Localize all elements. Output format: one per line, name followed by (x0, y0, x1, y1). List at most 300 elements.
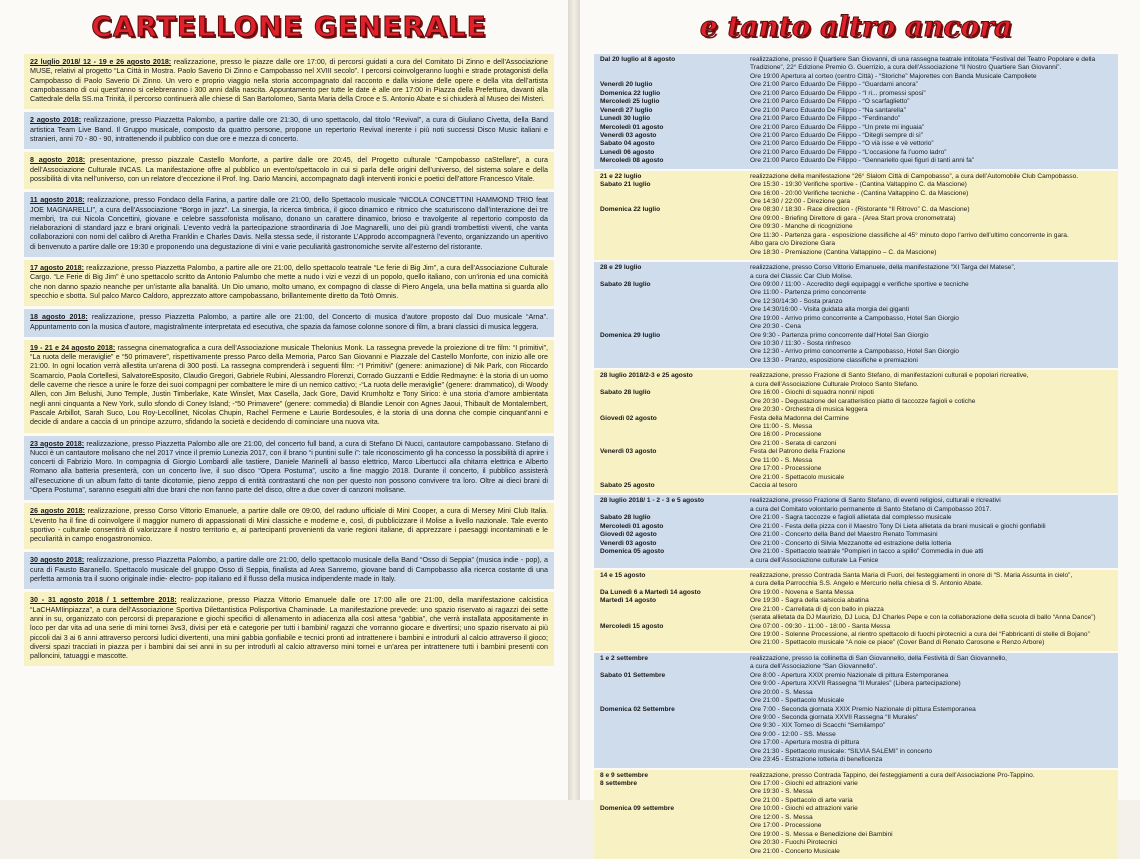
schedule-date (600, 797, 750, 805)
schedule-detail: a cura dell’Associazione “San Giovannello”. (750, 663, 878, 671)
schedule-detail: Ore 21:00 Parco Eduardo De Filippo - “O scarfaglietto” (750, 98, 910, 106)
schedule-date (600, 839, 750, 847)
event-block (24, 152, 554, 189)
schedule-row (600, 572, 1112, 580)
schedule-row (600, 298, 1112, 306)
event-block (24, 192, 554, 257)
schedule-detail: Ore 23:45 - Estrazione lotteria di beneficenza (750, 756, 883, 764)
schedule-date (600, 457, 750, 465)
schedule-row (600, 140, 1112, 148)
schedule-detail: Ore 9:00 - 12:00 - SS. Messe (750, 730, 836, 738)
schedule-detail: Ore 12:00 - S. Messa (750, 813, 813, 821)
schedule-detail: Ore 19:00 - S. Messa e Benedizione dei Bambini (750, 830, 893, 838)
schedule-date (600, 232, 750, 240)
schedule-date (600, 440, 750, 448)
schedule-date (600, 680, 750, 688)
schedule-date: Mercoledì 01 agosto (600, 522, 664, 530)
event-description: realizzazione, presso Corso Vittorio Emanuele, a partire dalle ore 09:00, del raduno ufficiale di Mini Cooper, a cura di Mersey Mini Club Italia. L’evento ha il fine di coinvolgere il maggior numero di appassionati di Mini classiche e moderne e, così, di pubblicizzare il Molise a livello nazionale. Tale evento sportivo - culturale consentirà di valorizzare il nostro territorio e, ai partecipanti provenienti da varie regioni italiane, di apprezzare i paesaggi incontaminati e le peculiarità in campo enogastronomico. (30, 507, 548, 544)
schedule-detail: Festa del Patrono della Frazione (750, 448, 846, 456)
schedule-date (600, 73, 750, 81)
schedule-date (600, 190, 750, 198)
schedule-row (600, 514, 1112, 522)
event-description: realizzazione, presso Piazzetta Palombo, a partire alle ore 21:00, del Concerto di musica d’autore proposto dal Duo musicale “Arna”. Appuntamento con la musica d’autore, magistralmente interpretata ed esecutiva, che spazia da famose colonne sonore di film, a brani classici di musica leggera. (30, 313, 548, 331)
schedule-row (600, 672, 1112, 680)
schedule-date (600, 580, 750, 588)
schedule-date (600, 315, 750, 323)
schedule-detail: Ore 9:00 - Seconda giornata XXVII Rassegna “Il Murales” (750, 713, 919, 721)
event-block (24, 112, 554, 149)
schedule-detail: Ore 21:00 Parco Eduardo De Filippo - “I ri... promessi sposi” (750, 89, 926, 97)
event-date: 11 agosto 2018: (30, 196, 85, 205)
schedule-row (600, 739, 1112, 747)
schedule-date: Mercoledì 01 agosto (600, 123, 664, 131)
schedule-detail: Ore 14:30 / 22:00 - Direzione gara (750, 198, 851, 205)
schedule-detail: Ore 21:00 - Concerto della Band del Maestro Renato Tommasini (750, 531, 938, 539)
schedule-date: Mercoledì 15 agosto (600, 622, 664, 630)
schedule-row (600, 848, 1112, 856)
schedule-row (600, 340, 1112, 348)
schedule-detail: a cura della Parrocchia S.S. Angelo e Mercurio nella chiesa di S. Antonio Abate. (750, 580, 983, 588)
schedule-date (600, 739, 750, 747)
schedule-date: Martedì 14 agosto (600, 597, 657, 605)
schedule-row (600, 531, 1112, 539)
schedule-detail: Ore 21:00 - Concerto di Silvia Mezzanotte ed estrazione della lotteria (750, 539, 952, 547)
schedule-row (600, 597, 1112, 605)
schedule-date (600, 748, 750, 756)
schedule-row (600, 73, 1112, 81)
schedule-row (600, 149, 1112, 157)
schedule-row (600, 606, 1112, 614)
schedule-detail: Ore 12:30/14:30 - Sosta pranzo (750, 297, 843, 305)
schedule-date: Domenica 02 Settembre (600, 705, 675, 713)
schedule-row (600, 64, 1112, 72)
schedule-row (600, 98, 1112, 106)
schedule-date: Sabato 01 Settembre (600, 671, 666, 679)
schedule-block (594, 570, 1118, 651)
schedule-row (600, 398, 1112, 406)
schedule-row (600, 423, 1112, 431)
event-date: 19 - 21 e 24 agosto 2018: (30, 343, 116, 352)
schedule-date: Domenica 22 luglio (600, 206, 661, 214)
schedule-detail: Ore 09:00 - Briefing Direttore di gara - (Area Start prova cronometrata) (750, 214, 956, 222)
schedule-row (600, 173, 1112, 181)
event-date: 30 agosto 2018: (30, 556, 85, 565)
schedule-date: Venerdì 20 luglio (600, 81, 653, 89)
schedule-detail: realizzazione, presso Frazione di Santo Stefano, di eventi religiosi, culturali e ricreativi (750, 497, 1001, 505)
schedule-detail: Ore 10:00 - Giochi ed attrazioni varie (750, 805, 858, 813)
schedule-detail: (serata allietata da DJ Maurizio, DJ Luca, DJ Charles Pepe e con la collaborazione della scuola di ballo “Anna Dance”) (750, 614, 1096, 622)
schedule-date: Domenica 09 settembre (600, 805, 675, 813)
schedule-detail: Ore 14:30/16:00 - Visita guidata alla morgia dei giganti (750, 306, 909, 314)
schedule-detail: Ore 16:00 - Giochi di squadra nonni/ nipoti (750, 389, 874, 397)
event-blocks (24, 54, 554, 666)
schedule-row (600, 822, 1112, 830)
schedule-row (600, 157, 1112, 165)
schedule-date: Sabato 28 luglio (600, 280, 651, 288)
schedule-detail: Ore 21:00 - Spettacolo Musicale (750, 697, 845, 705)
schedule-date (600, 64, 750, 72)
schedule-row (600, 797, 1112, 805)
schedule-date (600, 788, 750, 796)
schedule-date (600, 273, 750, 281)
schedule-row (600, 264, 1112, 272)
schedule-detail: Ore 11:30 - Partenza gara - esposizione classifiche al 45° minuto dopo l’arrivo dell’ultimo concorrente in gara. (750, 231, 1069, 239)
schedule-detail: a cura dell’Associazione Culturale Proloco Santo Stefano. (750, 380, 919, 388)
schedule-date: Sabato 04 agosto (600, 140, 655, 148)
schedule-detail: Ore 09:00 / 11:00 - Accredito degli equipaggi e verifiche sportive e tecniche (750, 280, 969, 288)
schedule-detail: realizzazione, presso Corso Vittorio Emanuele, della manifestazione “XI Targa del Matese”, (750, 264, 1016, 272)
schedule-detail: Ore 9:30 - Partenza primo concorrente dall’Hotel San Giorgio (750, 331, 929, 339)
event-block (24, 503, 554, 549)
page-fold-divider (568, 0, 580, 800)
event-description: presentazione, presso piazzale Castello Monforte, a partire dalle ore 20:45, del Progetto culturale “Campobasso caStellare”, a cura dell’Associazione Culturale INCAS. La manifestazione offre al pubblico un evento/spettacolo in cui si parla delle origini dell’universo, del sistema solare e della possibilità di vita nell’universo, con un relatore d’eccezione il Prof. Ing. Dario Mancini, accompagnato dagli interventi ironici e poetici dell’attore Francesco Vitale. (30, 156, 548, 183)
schedule-detail: realizzazione, presso il Quartiere San Giovanni, di una rassegna teatrale intitolata “Festival del Teatro Popolare e della (750, 56, 1096, 63)
schedule-date (600, 215, 750, 223)
schedule-date: 14 e 15 agosto (600, 571, 646, 579)
event-description: rassegna cinematografica a cura dell’Associazione musicale Thelonius Monk. La rassegna prevede la proiezione di tre film: “I primitivi”, “La ruota delle meraviglie” e “50 primavere”, rispettivamente presso Parco della Memoria, Parco San Giovanni e Piazzale del Castello Monforte, con inizio alle ore 21:00. In ogni location verrà allestita un’arena di 300 posti. La rassegna comprenderà i seguenti film: -“I Primitivi” (genere: animazione) di Nik Park, con Riccardo Scamarcio, Paola Cortellesi, SalvatoreEsposito, Claudio Gregori, Gabriele Rubini, Alessandro Florenzi, Corrado Guzzanti e Eddie Redmayne: è la storia di un uomo delle caverne che riesce a unire le forze dei suoi compagni per combattere le mire di un nemico cattivo; -“La ruota delle meraviglie” (genere: drammatico), di Woody Allen, con Jim Belushi, Juno Temple, Justin Timberlake, Kate Winslet, Max Casella, Jack Gore, David Krumholtz e Tony Sirico: è una storia d’amore ambientata negli anni cinquanta a New York, sullo sfondo di Coney Island; -“50 Primavere” (genere: commedia) di Blandie Lenoir con Agnes Jaoui, Thibault de Montalembert, Pascale Arbillot, Sarah Suco, Lou Roy-Lecollinet, Nicolas Chupin, Rachel Fermene e Laurie Bordesoules, è la storia di una donna che compie cinquant’anni e decide di andare a caccia di un principe azzurro, sfidando la società e decidendo di cominciare una nuova vita. (30, 343, 548, 427)
schedule-detail: Ore 21:00 - Concerto Musicale (750, 847, 840, 855)
schedule-date (600, 814, 750, 822)
schedule-row (600, 249, 1112, 257)
schedule-detail: Ore 7:00 - Seconda giornata XXIX Premio Nazionale di pittura Estemporanea (750, 705, 976, 713)
schedule-row (600, 639, 1112, 647)
schedule-block (594, 370, 1118, 493)
schedule-date (600, 431, 750, 439)
schedule-detail: Ore 19:00 Apertura al corteo (centro Città) - “Storiche” Majorettes con Banda Musicale Campoliete (750, 72, 1037, 80)
schedule-detail: a cura del Classic Car Club Molise. (750, 272, 853, 280)
schedule-date: Sabato 21 luglio (600, 181, 651, 189)
schedule-row (600, 124, 1112, 132)
schedule-row (600, 440, 1112, 448)
event-date: 26 agosto 2018: (30, 507, 85, 516)
schedule-row (600, 557, 1112, 565)
schedule-date (600, 614, 750, 622)
schedule-date (600, 831, 750, 839)
schedule-row (600, 457, 1112, 465)
schedule-row (600, 348, 1112, 356)
schedule-detail: Ore 21:30 - Spettacolo musicale: “SILVIA SALEMI” in concerto (750, 747, 933, 755)
schedule-date (600, 474, 750, 482)
schedule-detail: Ore 21:00 - Festa della pizza con il Maestro Tony Di Lieta allietata da brani musicali e giochi gonfiabili (750, 522, 1046, 530)
schedule-detail: Caccia al tesoro (750, 482, 798, 489)
schedule-date (600, 398, 750, 406)
schedule-row (600, 190, 1112, 198)
schedule-detail: Ore 9:30 - XIX Torneo di Scacchi “Semilampo” (750, 722, 886, 730)
schedule-row (600, 506, 1112, 514)
event-date: 30 - 31 agosto 2018 / 1 settembre 2018: (30, 596, 177, 605)
schedule-detail: Ore 20:30 - Orchestra di musica leggera (750, 406, 868, 414)
schedule-detail: Ore 17:00 - Processione (750, 465, 822, 473)
schedule-date: 28 luglio 2018/2-3 e 25 agosto (600, 372, 693, 380)
schedule-detail: Ore 21:00 Parco Eduardo De Filippo - “Un prete mi inguaia” (750, 123, 925, 131)
schedule-row (600, 81, 1112, 89)
schedule-row (600, 107, 1112, 115)
schedule-date: Mercoledì 08 agosto (600, 157, 664, 165)
schedule-detail: Ore 19:00 - Novena e Santa Messa (750, 588, 854, 596)
event-date: 17 agosto 2018: (30, 264, 84, 273)
schedule-date: 8 e 9 settembre (600, 771, 649, 779)
schedule-date: 28 luglio 2018/ 1 - 2 - 3 e 5 agosto (600, 497, 705, 505)
event-date: 2 agosto 2018: (30, 116, 82, 125)
schedule-date: Domenica 05 agosto (600, 548, 665, 556)
schedule-detail: Ore 07:00 - 09:30 - 11:00 - 18:00 - Santa Messa (750, 622, 891, 630)
schedule-date (600, 198, 750, 206)
schedule-detail: Ore 16:00 - Processione (750, 431, 822, 439)
schedule-date: 28 e 29 luglio (600, 264, 642, 272)
schedule-row (600, 722, 1112, 730)
schedule-detail: realizzazione, presso la collinetta di San Giovannello, della Festività di San Giovannello, (750, 654, 1007, 662)
schedule-date (600, 465, 750, 473)
schedule-detail: Ore 21:00 Parco Eduardo De Filippo - “L’occasione fa l’uomo ladro” (750, 148, 947, 156)
event-block (24, 340, 554, 433)
schedule-detail: a cura del Comitato volontario permanente di Santo Stefano di Campobasso 2017. (750, 505, 992, 513)
schedule-date: Lunedì 06 agosto (600, 148, 655, 156)
schedule-date: Venerdì 03 agosto (600, 448, 657, 456)
schedule-row (600, 372, 1112, 380)
schedule-detail: Ore 21:00 Parco Eduardo De Filippo - “Ditegli sempre di sì” (750, 131, 923, 139)
schedule-row (600, 474, 1112, 482)
schedule-row (600, 814, 1112, 822)
event-date: 23 agosto 2018: (30, 439, 85, 448)
schedule-detail: realizzazione della manifestazione “26° Slalom Città di Campobasso”, a cura dell’Automobile Club Campobasso. (750, 172, 1079, 180)
schedule-date (600, 756, 750, 764)
schedule-row (600, 323, 1112, 331)
schedule-block (594, 262, 1118, 368)
schedule-date (600, 298, 750, 306)
schedule-detail: Ore 21:00 Parco Eduardo De Filippo - “Na santarella” (750, 106, 906, 114)
schedule-date: Venerdì 03 agosto (600, 539, 657, 547)
schedule-row (600, 623, 1112, 631)
schedule-detail: Ore 16:00 - 20:00 Verifiche tecniche - (Cantina Valtappino C. da Mascione) (750, 189, 969, 197)
schedule-detail: Ore 20:00 - S. Messa (750, 688, 813, 696)
schedule-row (600, 406, 1112, 414)
schedule-row (600, 689, 1112, 697)
schedule-date (600, 381, 750, 389)
schedule-row (600, 206, 1112, 214)
event-schedule (594, 54, 1118, 859)
schedule-date (600, 714, 750, 722)
schedule-row (600, 631, 1112, 639)
schedule-detail: Ore 20:30 - Cena (750, 323, 801, 331)
schedule-row (600, 198, 1112, 206)
schedule-date: Domenica 29 luglio (600, 331, 661, 339)
schedule-detail: Ore 21:00 - Spettacolo teatrale “Pompieri in tacco a spillo” Commedia in due atti (750, 548, 984, 556)
schedule-detail: Albo gara c/o Direzione Gara (750, 240, 836, 248)
schedule-detail: Ore 21:00 - Carrellata di dj con ballo in piazza (750, 605, 884, 613)
schedule-row (600, 90, 1112, 98)
schedule-date: Domenica 22 luglio (600, 89, 661, 97)
schedule-row (600, 831, 1112, 839)
schedule-row (600, 523, 1112, 531)
event-block (24, 436, 554, 501)
schedule-detail: Ore 11:00 - Partenza primo concorrente (750, 289, 867, 297)
event-date: 22 luglio 2018/ 12 - 19 e 26 agosto 2018: (30, 58, 172, 66)
schedule-detail: Festa della Madonna del Carmine (750, 414, 849, 422)
schedule-detail: Ore 21:00 Parco Eduardo De Filippo - “Ferdinando” (750, 115, 901, 123)
schedule-row (600, 772, 1112, 780)
schedule-row (600, 448, 1112, 456)
schedule-row (600, 788, 1112, 796)
event-block (24, 260, 554, 306)
schedule-detail: Ore 9:00 - Apertura XXVII Rassegna “Il Murales” (Libera partecipazione) (750, 680, 961, 688)
schedule-row (600, 431, 1112, 439)
schedule-date (600, 348, 750, 356)
event-date: 8 agosto 2018: (30, 156, 86, 165)
schedule-date: Sabato 28 luglio (600, 514, 651, 522)
schedule-detail: realizzazione, presso Contrada Tappino, dei festeggiamenti a cura dell’Associazione Pro-Tappino. (750, 771, 1035, 779)
schedule-row (600, 589, 1112, 597)
schedule-detail: realizzazione, presso Contrada Santa Maria di Fuori, dei festeggiamenti in onore di “S. Maria Assunta in cielo”, (750, 571, 1073, 579)
schedule-detail: Ore 19:30 - S. Messa (750, 788, 813, 796)
event-date: 18 agosto 2018: (30, 313, 88, 322)
schedule-date (600, 606, 750, 614)
schedule-date: Mercoledì 25 luglio (600, 98, 660, 106)
schedule-row (600, 580, 1112, 588)
schedule-detail: Ore 21:00 Parco Eduardo De Filippo - “Gennariello quei figuri di tanti anni fa” (750, 157, 974, 165)
schedule-detail: Ore 21:00 - Sagra taccozze e fagioli allietata dal complesso musicale (750, 514, 952, 522)
schedule-date (600, 357, 750, 365)
schedule-row (600, 281, 1112, 289)
event-description: realizzazione, presso Piazza Vittorio Emanuele dalle ore 17:00 alle ore 21:00, della manifestazione calcistica “LaCHAMIinpiazza”, a cura dell’Associazione Sportiva Dilettantistica Polisportiva Chaminade. La manifestazione prevede: uno spazio riservato ai ragazzi dei sette anni in su, organizzato con percorsi di preparazione e giochi specifici di allenamento in adiacenza alla così attesa “gabbia”, che verrà installata appositamente in loco per dar vita ad una serie di mini tornei 3vs3, divisi per età e categorie per tutti i bambini/ ragazzi che vorranno giocare e divertirsi; uno spazio riservato ai più piccoli dai 3 ai 6 anni attraverso percorsi ludici divertenti, una mini gabbia gonfiabile e tecnici pronti ad intrattenere i bambini e introdurli al calcio attraverso il gioco; diversi spazi tracciati in piazza per i bambini dai sei anni in su per introdurli al calcio attraverso mini tornei e un’area per intrattenere tutti i bambini presenti con palloncini, tatuaggi e mascotte. (30, 596, 548, 661)
event-description: realizzazione, presso Piazzetta Palombo, a partire dalle ore 21:30, di uno spettacolo, dal titolo “Revival”, a cura di Giuliano Civetta, della Band artistica Team Live Band. Il Gruppo musicale, composto da quattro persone, propone un repertorio Revival inerente i più noti successi Disco Music italiani e stranieri, anni 70 - 80 - 90, intrattenendo il pubblico con due ore e mezza di concerto. (30, 116, 549, 144)
schedule-row (600, 714, 1112, 722)
schedule-date (600, 506, 750, 514)
schedule-detail: Ore 11:00 - S. Messa (750, 422, 813, 430)
event-description: realizzazione, presso le piazze dalle ore 17:00, di percorsi guidati a cura del Comitato Di Zinno e dell’Associazione MUSE, relativi al progetto “La Città in Mostra. Paolo Saverio Di Zinno e Campobasso nel XVIII secolo”. I percorsi coinvolgeranno luoghi e strade protagonisti della Campobasso di Paolo Saverio Di Zinno. Un vero e proprio viaggio nella storia accompagnato dal racconto e dalla visione delle opere e della vita dell’artista campobassano di cui quest’anno si celebreranno i 300 anni dalla nascita. Appuntamento per tutte le date è alle ore 17:00 in Piazza della Prefettura, davanti alla Cattedrale della SS.ma Trinità, il percorso continuerà alle chiese di San Bartolomeo, Santa Maria della Croce e S. Antonio Abate e si chiuderà al Museo dei Misteri. (30, 58, 548, 104)
schedule-date: Sabato 28 luglio (600, 389, 651, 397)
schedule-date (600, 340, 750, 348)
schedule-detail: Ore 12:30 - Arrivo primo concorrente a Campobasso, Hotel San Giorgio (750, 348, 959, 356)
event-description: realizzazione, presso Piazzetta Palombo, a partire dalle ore 21:00, dello spettacolo musicale della Band “Osso di Seppia” (musica indie - pop), a cura di Fausto Baranello. Spettacolo musicale del gruppo Osso di Seppia, finalista ad Area Sanremo, giovane band di Campobasso alla ricerca costante di una perfetta armonia tra il suono originale indie- electro- pop italiano ed il flusso della musica indipendente made in Italy. (30, 556, 548, 584)
schedule-detail: a cura dell’Associazione culturale La Fenice (750, 556, 879, 564)
schedule-date: Dal 20 luglio al 8 agosto (600, 56, 676, 63)
schedule-date (600, 223, 750, 231)
schedule-date (600, 423, 750, 431)
schedule-date (600, 822, 750, 830)
schedule-row (600, 780, 1112, 788)
schedule-block (594, 54, 1118, 169)
schedule-row (600, 215, 1112, 223)
schedule-detail: Ore 21:00 - Spettacolo di arte varia (750, 796, 853, 804)
schedule-detail: Ore 11:00 - S. Messa (750, 456, 813, 464)
schedule-row (600, 706, 1112, 714)
schedule-date: Da Lunedì 6 a Martedì 14 agosto (600, 588, 701, 596)
schedule-detail: Ore 17:00 - Processione (750, 822, 822, 830)
schedule-block (594, 770, 1118, 859)
schedule-row (600, 731, 1112, 739)
schedule-row (600, 663, 1112, 671)
schedule-row (600, 839, 1112, 847)
schedule-date (600, 697, 750, 705)
schedule-detail: Ore 15:30 - 19:30 Verifiche sportive - (Cantina Valtappino C. da Mascione) (750, 181, 967, 189)
schedule-date: Giovedì 02 agosto (600, 414, 657, 422)
schedule-date: Venerdì 27 luglio (600, 106, 653, 114)
event-description: realizzazione, presso Piazzetta Palombo alle ore 21:00, del concerto full band, a cura di Stefano Di Nucci, cantautore campobassano. Stefano di Nucci è un cantautore molisano che nel 2017 vince il premio Lunezia 2017, con il brano “i puntini sulle i”: tale riconoscimento gli ha concesso la possibilità di aprire i concerti di Fabrizio Moro. In compagnia di Giorgio Lombardi alle tastiere, Daniele Marinelli al basso elettrico, Marco Libertucci alla chitarra elettrica e Alberto Romano alla batteria presenterà, con un concerto live, il suo disco “Opera Postuma”, uscito a fine maggio 2018. Durante il concerto, il pubblico assisterà all’esecuzione di un album fatto di tante dicotomie, pieno zeppo di entità contrastanti che non per questo non possono convivere tra loro. Oltre ai dieci brani di “Opera Postuma”, saranno eseguiti altri due brani che non fanno parte del disco, oltre a due cover di canzoni molisane. (30, 439, 548, 494)
schedule-detail: Ore 17:00 - Giochi ed attrazioni varie (750, 780, 858, 787)
schedule-detail: Ore 21:00 - Spettacolo musicale (750, 473, 845, 481)
schedule-row (600, 697, 1112, 705)
page-title-tanto-altro: e tanto altro ancora (699, 10, 1013, 43)
schedule-date (600, 731, 750, 739)
schedule-row (600, 748, 1112, 756)
schedule-date (600, 249, 750, 257)
schedule-row (600, 132, 1112, 140)
schedule-date (600, 406, 750, 414)
schedule-date: Lunedì 30 luglio (600, 115, 651, 123)
schedule-detail: Ore 21:00 - Spettacolo musicale “A noie ce piace” (Cover Band di Renato Carosone e Renzo Arbore) (750, 639, 1045, 647)
schedule-row (600, 115, 1112, 123)
schedule-date (600, 240, 750, 248)
schedule-row (600, 181, 1112, 189)
schedule-row (600, 497, 1112, 505)
schedule-detail: Ore 18:30 - Premiazione (Cantina Valtappino – C. da Mascione) (750, 248, 937, 256)
schedule-detail: Ore 21:00 Parco Eduardo De Filippo - “Guardami ancora” (750, 81, 918, 89)
schedule-date: Giovedì 02 agosto (600, 531, 657, 539)
schedule-date (600, 306, 750, 314)
event-description: realizzazione, presso Fondaco della Farina, a partire dalle ore 21:00, dello Spettacolo musicale “NICOLA CONCETTINI HAMMOND TRIO feat JOE MAGNARELLI”, a cura dell’Associazione “Borgo in jazz”. La sinergia, la ricerca timbrica, il gioco dinamico e ritmico che scaturiscono dall’interazione dei tre membri, tra cui Nicola Concettini, giovane e celebre sassofonista molisano, donano un carattere dinamico, brioso e travolgente al repertorio composto da rielaborazioni di standard jazz e brani originali. L’evento vedrà la partecipazione straordinaria di Joe Magnarelli, uno dei più grandi trombettisti viventi, che vanta collaborazioni con nomi del calibro di Aretha Franklin e Charles Davis. Nella stessa sede, il ristorante L’Approdo accompagnerà l’evento, organizzando un aperitivo di benvenuto a partire dalle ore 19:30 e proponendo una degustazione di vini e varie peculiarità gastronomiche servite all’esterno del ristorante. (30, 196, 548, 251)
schedule-detail: Ore 19:00 - Solenne Processione, al rientro spettacolo di fuochi pirotecnici a cura dei “Fabbricanti di stelle di Bojano” (750, 631, 1090, 638)
schedule-date (600, 722, 750, 730)
schedule-date (600, 848, 750, 856)
schedule-row (600, 223, 1112, 231)
schedule-row (600, 240, 1112, 248)
schedule-block (594, 171, 1118, 260)
schedule-date (600, 631, 750, 639)
schedule-detail: Ore 8:00 - Apertura XXIX premio Nazionale di pittura Estemporanea (750, 671, 949, 679)
event-block (24, 552, 554, 589)
schedule-row (600, 315, 1112, 323)
schedule-date (600, 639, 750, 647)
schedule-detail: Ore 19:00 - Arrivo primo concorrente a Campobasso, Hotel San Giorgio (750, 314, 959, 322)
schedule-date (600, 689, 750, 697)
schedule-row (600, 655, 1112, 663)
schedule-detail: realizzazione, presso Frazione di Santo Stefano, di manifestazioni culturali e popolari ricreative, (750, 372, 1029, 380)
event-block (24, 592, 554, 666)
schedule-row (600, 614, 1112, 622)
schedule-row (600, 357, 1112, 365)
schedule-date: Sabato 25 agosto (600, 482, 655, 489)
schedule-row (600, 680, 1112, 688)
schedule-detail: Ore 20:30 - Fuochi Pirotecnici (750, 839, 838, 847)
schedule-detail: Ore 20:30 - Degustazione del caratteristico piatto di taccozze fagioli e cotiche (750, 397, 976, 405)
event-block (24, 54, 554, 109)
schedule-row (600, 540, 1112, 548)
schedule-row (600, 482, 1112, 490)
schedule-date: 21 e 22 luglio (600, 172, 642, 180)
schedule-detail: Ore 09:30 - Manche di ricognizione (750, 223, 853, 231)
schedule-date: Venerdì 03 agosto (600, 131, 657, 139)
schedule-row (600, 548, 1112, 556)
schedule-row (600, 389, 1112, 397)
schedule-detail: Ore 19:30 - Sagra della salsiccia abatina (750, 597, 869, 605)
schedule-date (600, 557, 750, 565)
schedule-row (600, 273, 1112, 281)
schedule-detail: Ore 10:30 / 11:30 - Sosta rinfresco (750, 340, 851, 347)
event-block (24, 309, 554, 337)
schedule-date (600, 289, 750, 297)
schedule-date (600, 323, 750, 331)
schedule-detail: Ore 17:00 - Apertura mostra di pittura (750, 739, 860, 747)
page-title-cartellone: CARTELLONE GENERALE (91, 10, 487, 43)
schedule-row (600, 805, 1112, 813)
schedule-row (600, 306, 1112, 314)
schedule-row (600, 289, 1112, 297)
schedule-detail: Ore 13:30 - Pranzo, esposizione classifiche e premiazioni (750, 356, 918, 364)
schedule-date (600, 663, 750, 671)
schedule-detail: Ore 21:00 - Serata di canzoni (750, 439, 837, 447)
schedule-row (600, 465, 1112, 473)
schedule-block (594, 495, 1118, 568)
